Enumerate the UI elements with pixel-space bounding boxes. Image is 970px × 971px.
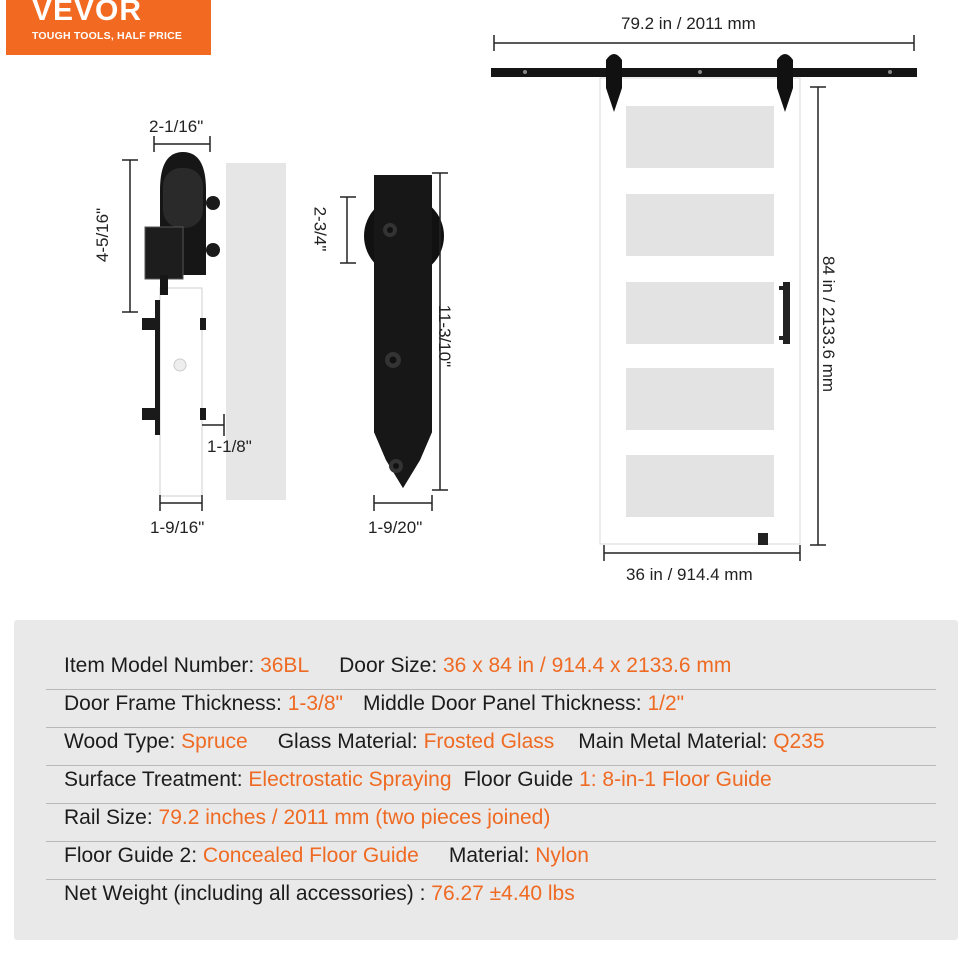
label-glass-material: Glass Material: [277, 730, 424, 753]
value-floor-guide-2: Concealed Floor Guide [202, 844, 419, 867]
brand-tagline: TOUGH TOOLS, HALF PRICE [32, 30, 183, 42]
track-rail [491, 68, 917, 77]
door-edge [160, 288, 202, 496]
floor-guide [758, 533, 768, 545]
dim-strap-width: 1-9/20" [368, 518, 423, 537]
label-surface-treatment: Surface Treatment: [64, 768, 249, 791]
value-glass-material: Frosted Glass [423, 730, 555, 753]
label-frame-thickness: Door Frame Thickness: [64, 692, 288, 715]
specifications-panel [14, 620, 958, 940]
bolt-hole [174, 359, 186, 371]
dim-hanger-width: 2-1/16" [149, 117, 204, 136]
dim-rail-length: 79.2 in / 2011 mm [621, 14, 756, 33]
value-door-size: 36 x 84 in / 914.4 x 2133.6 mm [443, 654, 732, 677]
label-panel-thickness: Middle Door Panel Thickness: [363, 692, 648, 715]
label-floor-guide-2: Floor Guide 2: [64, 844, 203, 867]
spec-row-model [64, 654, 731, 678]
bolt-head-bottom [142, 408, 158, 420]
value-frame-thickness: 1-3/8" [287, 692, 344, 715]
brand-name: VEVOR [32, 0, 143, 22]
dim-door-width: 36 in / 914.4 mm [626, 565, 753, 584]
value-wood-type: Spruce [181, 730, 248, 753]
door-handle [783, 282, 790, 344]
glass-panel-2 [626, 194, 774, 256]
label-rail-size: Rail Size: [64, 806, 159, 829]
glass-panel-4 [626, 368, 774, 430]
value-metal-material: Q235 [773, 730, 825, 753]
label-floor-guide-1: Floor Guide [463, 768, 580, 791]
spec-row-rail [64, 806, 550, 830]
dim-bracket-width: 1-9/16" [150, 518, 205, 537]
dim-strap-wheel: 2-3/4" [310, 206, 330, 252]
strap-illustration [364, 175, 444, 488]
divider [46, 879, 936, 880]
spec-row-floor-guide-2 [64, 844, 589, 868]
dim-strap-length: 11-3/10" [435, 304, 455, 368]
spec-row-materials [64, 730, 825, 754]
glass-panel-3 [626, 282, 774, 344]
value-floor-guide-1: 1: 8-in-1 Floor Guide [579, 768, 772, 791]
label-door-size: Door Size: [339, 654, 443, 677]
label-metal-material: Main Metal Material: [578, 730, 774, 753]
value-net-weight: 76.27 ±4.40 lbs [431, 882, 575, 905]
label-net-weight: Net Weight (including all accessories) : [64, 882, 432, 905]
spec-row-thickness [64, 692, 684, 716]
divider [46, 765, 936, 766]
value-surface-treatment: Electrostatic Spraying [248, 768, 452, 791]
value-model: 36BL [260, 654, 310, 677]
divider [46, 803, 936, 804]
divider [46, 689, 936, 690]
spec-row-surface [64, 768, 772, 792]
label-model: Item Model Number: [64, 654, 261, 677]
spec-row-weight [64, 882, 575, 906]
glass-panel-1 [626, 106, 774, 168]
value-material: Nylon [535, 844, 589, 867]
bolt-head-top [142, 318, 158, 330]
value-rail-size: 79.2 inches / 2011 mm (two pieces joined) [158, 806, 551, 829]
dim-door-thickness: 1-1/8" [207, 437, 252, 456]
dim-door-height: 84 in / 2133.6 mm [819, 255, 839, 393]
label-wood-type: Wood Type: [64, 730, 182, 753]
value-panel-thickness: 1/2" [647, 692, 685, 715]
divider [46, 841, 936, 842]
barn-door-illustration [491, 54, 917, 545]
dim-hanger-height: 4-5/16" [93, 207, 113, 263]
glass-panel-5 [626, 455, 774, 517]
label-material: Material: [448, 844, 536, 867]
hanger-clamp [145, 227, 183, 279]
divider [46, 727, 936, 728]
